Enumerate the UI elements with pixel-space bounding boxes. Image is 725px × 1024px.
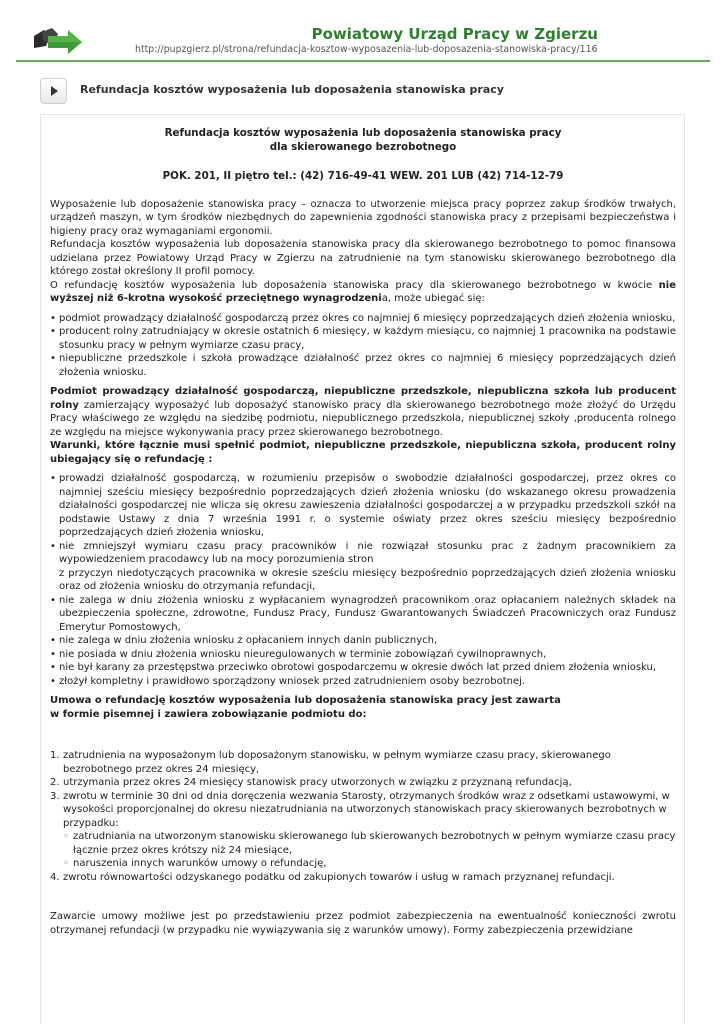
intro3-bold: nie wyższej niż 6-krotna wysokość przeciętnego wynagrodzeni xyxy=(50,279,676,304)
conditions-list xyxy=(50,472,676,688)
list-item: • producent rolny zatrudniający w okresie ostatnich 6 miesięcy, w każdym miesiącu, co najmniej 1 pracownika na podstawie stosunku pracy w pełnym wymiarze czasu pracy, xyxy=(50,325,676,352)
page-url: http://pupzgierz.pl/strona/refundacja-kosztow-wyposazenia-lub-doposazenia-stanowiska-pracy/116 xyxy=(135,44,598,55)
agreement-heading: Umowa o refundację kosztów wyposażenia lub doposażenia stanowiska pracy jest zawarta w formie pisemnej i zawiera zobowiązanie podmiotu do: xyxy=(50,695,561,720)
article-title-line1: Refundacja kosztów wyposażenia lub doposażenia stanowiska pracy xyxy=(164,127,562,139)
list-item: • nie posiada w dniu złożenia wniosku nieuregulowanych w terminie zobowiązań cywilnoprawnych, xyxy=(50,648,676,662)
intro-paragraph-3 xyxy=(50,279,676,306)
list-item: • nie zmniejszył wymiaru czasu pracy pracowników i nie rozwiązał stosunku prac z żadnym pracownikiem za wypowiedzeniem pracodawcy lub na mocy porozumienia stron z przyczyn niedotyczących pracownika w okresie sześciu miesięcy bezpośrednio poprzedzających dzień złożenia wniosku oraz od złożenia wniosku do otrzymania refundacji, xyxy=(50,540,676,594)
article-panel xyxy=(40,114,685,1024)
list-item: ◦ zatrudniania na utworzonym stanowisku skierowanego lub skierowanych bezrobotnych w pełnym wymiarze czasu pracy łącznie przez okres krótszy niż 24 miesiące, xyxy=(63,830,676,857)
conditions-heading: Warunki, które łącznie musi spełnić podmiot, niepubliczne przedszkole, niepubliczna szkoła, producent rolny ubiegający się o refundację : xyxy=(50,440,676,465)
list-item: 4. zwrotu równowartości odzyskanego podatku od zakupionych towarów i usług w ramach przyznanej refundacji. xyxy=(50,871,615,883)
list-item: 3. zwrotu w terminie 30 dni od dnia doręczenia wezwania Starosty, otrzymanych środków wraz z odsetkami ustawowymi, w wysokości proporcjonalnej do okresu niezatrudniania na utworzonych stanowiskach pracy skierowanych bezrobotnych w przypadku: ◦ zatrudniania na utworzonym stanowisku skierowanego lub skierowanych bezrobotnych w pełnym wymiarze czasu pracy łącznie przez okres krótszy niż 24 miesiące, ◦ naruszenia innych warunków umowy o refundację, xyxy=(50,790,676,871)
list-item: 1. zatrudnienia na wyposażonym lub doposażonym stanowisku, w pełnym wymiarze czasu pracy, skierowanego bezrobotnego przez okres 24 miesięcy, xyxy=(50,750,611,775)
list-item: • nie zalega w dniu złożenia wniosku z opłacaniem innych danin publicznych, xyxy=(50,634,676,648)
site-logo[interactable] xyxy=(26,24,88,58)
contact-info: POK. 201, II piętro tel.: (42) 716-49-41 WEW. 201 LUB (42) 714-12-79 xyxy=(162,170,564,182)
list-item: • złożył kompletny i prawidłowo sporządzony wniosek przed zatrudnieniem osoby bezrobotnej. xyxy=(50,675,676,689)
intro-paragraph-2: Refundacja kosztów wyposażenia lub doposażenia stanowiska pracy dla skierowanego bezrobotnego to pomoc finansowa udzielana przez Powiatowy Urząd Pracy w Zgierzu na zatrudnienie na tym stanowisku skierowanego bezrobotnego dla którego został określony II profil pomocy. xyxy=(50,239,676,277)
site-title[interactable]: Powiatowy Urząd Pracy w Zgierzu xyxy=(311,25,598,43)
page-heading: Refundacja kosztów wyposażenia lub doposażenia stanowiska pracy xyxy=(80,83,504,96)
list-item: • nie zalega w dniu złożenia wniosku z wypłacaniem wynagrodzeń pracownikom oraz opłacaniem należnych składek na ubezpieczenia społeczne, zdrowotne, Fundusz Pracy, Fundusz Gwarantowanych Świadczeń Pracowniczych oraz Fundusz Emerytur Pomostowych, xyxy=(50,594,676,635)
closing-paragraph: Zawarcie umowy możliwe jest po przedstawieniu przez podmiot zabezpieczenia na ewentualność konieczności zwrotu otrzymanej refundacji (w przypadku nie wywiązywania się z warunków umowy). Formy zabezpieczenia przewidziane xyxy=(50,911,676,936)
applicant-paragraph xyxy=(50,385,676,439)
list-item: • nie był karany za przestępstwa przeciwko obrotowi gospodarczemu w okresie dwóch lat przed dniem złożenia wniosku, xyxy=(50,661,676,675)
applicant-text: zamierzający wyposażyć lub doposażyć stanowisko pracy dla skierowanego bezrobotnego może złożyć do Urzędu Pracy właściwego ze względu na siedzibę podmiotu, niepublicznego przedszkola, niepublicznej szkoły ,producenta rolnego ze względu na miejsce wykonywania pracy przez skierowanego bezrobotnego. xyxy=(50,399,676,438)
page-heading-bar xyxy=(40,76,710,106)
list-item: 2. utrzymania przez okres 24 miesięcy stanowisk pracy utworzonych w związku z przyznaną refundacją, xyxy=(50,777,572,788)
obligations-list xyxy=(50,749,676,884)
applicant-bold: Podmiot prowadzący działalność gospodarczą, niepubliczne przedszkole, niepubliczna szkoła lub producent rolny xyxy=(50,386,676,411)
intro-paragraph-1: Wyposażenie lub doposażenie stanowiska pracy – oznacza to utworzenie miejsca pracy poprzez zakup środków trwałych, urządzeń maszyn, w tym środków niezbędnych do zapewnienia zgodności stanowiska pracy z przepisami bezpieczeństwa i higieny pracy oraz wymaganiami ergonomii. xyxy=(50,198,676,237)
site-header xyxy=(16,20,710,62)
intro3-suffix: a, może ubiegać się: xyxy=(381,293,485,304)
article-body xyxy=(50,125,676,937)
list-item: • prowadzi działalność gospodarczą, w rozumieniu przepisów o swobodzie działalności gospodarczej, przez okres co najmniej sześciu miesięcy bezpośrednio poprzedzających dzień złożenia wniosku (do wskazanego okresu prowadzenia działalności gospodarczej nie wlicza się okresu zawieszenia działalności gospodarczej a w przypadku przedszkoli szkół na podstawie Ustawy z dnia 7 września 1991 r. o systemie oświaty przez okres sześciu miesięcy bezpośrednio poprzedzających dzień złożenia wniosku, xyxy=(50,472,676,540)
sub-cases-list xyxy=(63,830,676,871)
chevron-right-icon xyxy=(49,85,59,97)
article-title-line2: dla skierowanego bezrobotnego xyxy=(269,140,457,153)
list-item: • podmiot prowadzący działalność gospodarczą przez okres co najmniej 6 miesięcy poprzedzających dzień złożenia wniosku, xyxy=(50,312,676,326)
list-item: • niepubliczne przedszkole i szkoła prowadzące działalność przez okres co najmniej 6 miesięcy poprzedzających dzień złożenia wniosku. xyxy=(50,352,676,379)
eligible-list xyxy=(50,312,676,380)
intro3-text: O refundację kosztów wyposażenia lub doposażenia stanowiska pracy dla skierowanego bezrobotnego w kwocie xyxy=(50,279,659,291)
list-item: ◦ naruszenia innych warunków umowy o refundację, xyxy=(63,857,676,871)
chevron-right-button[interactable] xyxy=(40,78,67,104)
header-divider xyxy=(16,60,710,62)
